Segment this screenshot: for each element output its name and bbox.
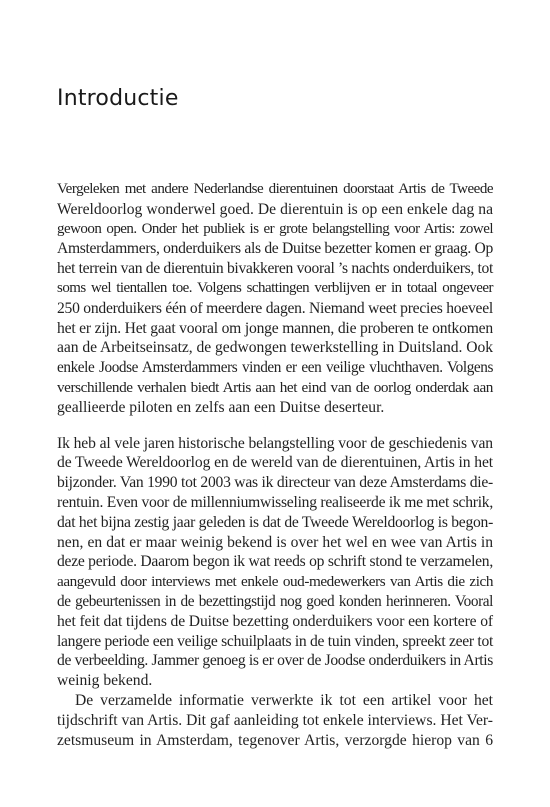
text-line: aangevuld door interviews met enkele oud-medewerkers van Artis die zich [57,573,493,591]
text-line: dat het bijna zestig jaar geleden is dat de Tweede Wereldoorlog is begon- [57,513,493,531]
text-line: 250 onderduikers één of meerdere dagen. Niemand weet precies hoeveel [57,299,493,317]
text-line: het terrein van de dierentuin bivakkeren vooral ’s nachts onderduikers, tot [57,260,493,278]
text-line: geallieerde piloten en zelfs aan een Duitse deserteur. [57,398,385,416]
text-line: De verzamelde informatie verwerkte ik tot een artikel voor het [75,691,493,709]
text-line: de gebeurtenissen in de bezettingstijd nog goed konden herinneren. Vooral [57,592,493,610]
text-line: aan de Arbeitseinsatz, de gedwongen tewerkstelling in Duitsland. Ook [57,339,493,357]
text-line: zetsmuseum in Amsterdam, tegenover Artis, verzorgde hierop van 6 [57,731,493,749]
text-line: deze periode. Daarom begon ik wat reeds op schrift stond te verzamelen, [57,553,493,571]
text-line: tijdschrift van Artis. Dit gaf aanleiding tot enkele interviews. Het Ver- [57,711,493,729]
text-line: enkele Joodse Amsterdammers vinden er een veilige vluchthaven. Volgens [57,359,493,377]
text-line: gewoon open. Onder het publiek is er grote belangstelling voor Artis: zowel [57,220,493,237]
text-line: Amsterdammers, onderduikers als de Duitse bezetter komen er graag. Op [57,240,493,258]
paragraph-2 [57,434,493,691]
paragraph-gap [57,418,493,434]
text-line: verschillende verhalen biedt Artis aan het eind van de oorlog onderdak aan [57,378,493,396]
text-line: Vergeleken met andere Nederlandse dierentuinen doorstaat Artis de Tweede [57,181,493,197]
text-line: langere periode een veilige schuilplaats in de tuin vinden, spreekt zeer tot [57,632,493,650]
paragraph-3 [57,691,493,750]
text-line: nen, en dat er maar weinig bekend is over het wel en wee van Artis in [57,533,493,551]
text-line: weinig bekend. [57,672,153,690]
chapter-title: Introductie [57,86,179,111]
text-line: de verbeelding. Jammer genoeg is er over de Joodse onderduikers in Artis [57,652,493,670]
text-line: Wereldoorlog wonderwel goed. De dierentuin is op een enkele dag na [57,200,493,218]
text-line: soms wel tientallen toe. Volgens schattingen verblijven er in totaal ongeveer [57,279,493,296]
text-line: bijzonder. Van 1990 tot 2003 was ik directeur van deze Amsterdams die- [57,474,493,492]
text-line: het er zijn. Het gaat vooral om jonge mannen, die proberen te ontkomen [57,319,493,337]
body-text [57,180,493,750]
text-line: rentuin. Even voor de millenniumwisseling realiseerde ik me met schrik, [57,493,493,511]
text-line: het feit dat tijdens de Duitse bezetting onderduikers voor een kortere of [57,612,493,630]
text-line: Ik heb al vele jaren historische belangstelling voor de geschiedenis van [57,434,493,452]
paragraph-1 [57,180,493,418]
text-line: de Tweede Wereldoorlog en de wereld van de dierentuinen, Artis in het [57,454,493,472]
